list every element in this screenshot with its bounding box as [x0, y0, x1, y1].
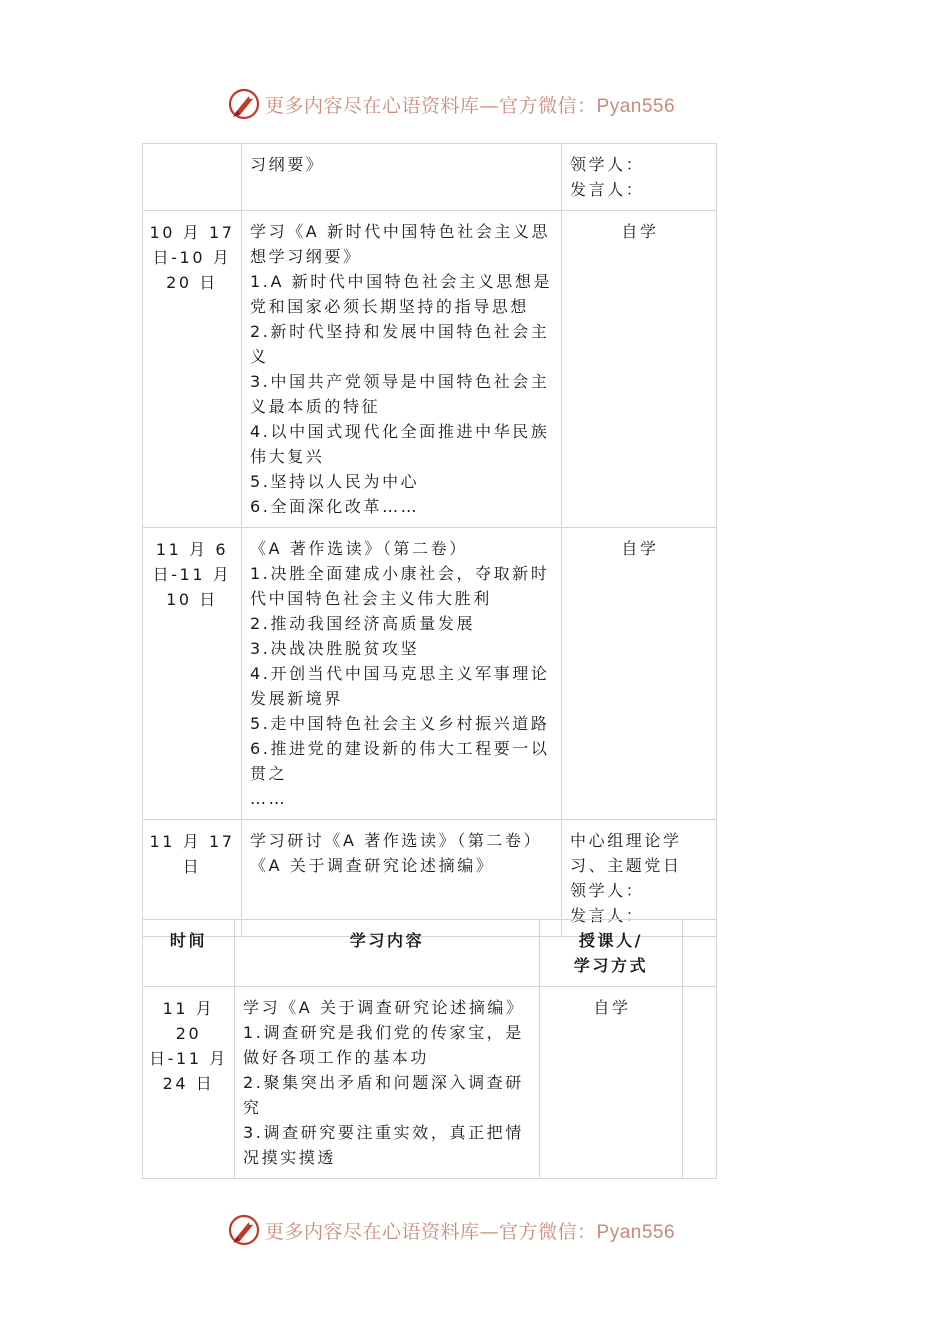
text-line: 发言人： — [570, 180, 645, 199]
text-line: 《A 关于调查研究论述摘编》 — [250, 856, 495, 875]
text-line: 自学 — [593, 998, 631, 1017]
text-line: 5.走中国特色社会主义乡村振兴道路 — [250, 714, 550, 733]
text-line: 日-11 月 — [152, 565, 232, 584]
text-line: 11 月 6 — [155, 540, 229, 559]
text-line: 日 — [182, 857, 202, 876]
banner-text: 更多内容尽在心语资料库—官方微信：Pyan556 — [265, 94, 676, 117]
text-line: 24 日 — [162, 1074, 215, 1093]
content-cell — [242, 144, 562, 211]
text-line: 党和国家必须长期坚持的指导思想 — [250, 297, 530, 316]
text-line: 做好各项工作的基本功 — [243, 1048, 430, 1067]
text-line: 4.开创当代中国马克思主义军事理论 — [250, 664, 550, 683]
text-line: 究 — [243, 1098, 262, 1117]
text-line: 1.调查研究是我们党的传家宝，是 — [243, 1023, 524, 1042]
text-line: 发展新境界 — [250, 689, 344, 708]
text-line: 贯之 — [250, 764, 288, 783]
content-cell — [235, 987, 540, 1179]
text-line: 中心组理论学 — [570, 831, 682, 850]
text-line: 10 日 — [166, 590, 218, 609]
table-row — [143, 987, 717, 1179]
text-line: 3.中国共产党领导是中国特色社会主 — [250, 372, 550, 391]
text-line: 自学 — [621, 222, 659, 241]
text-line: 1.A 新时代中国特色社会主义思想是 — [250, 272, 553, 291]
watermark-banner-top — [227, 84, 675, 124]
text-line: 6.全面深化改革…… — [250, 497, 420, 516]
text-line: 2.推动我国经济高质量发展 — [250, 614, 476, 633]
text-line: 学习《A 新时代中国特色社会主义思 — [250, 222, 551, 241]
table-row — [143, 211, 717, 528]
text-line: 义最本质的特征 — [250, 397, 381, 416]
text-line: 日-10 月 — [152, 248, 232, 267]
empty-cell — [683, 920, 717, 987]
method-cell — [562, 528, 717, 820]
text-line: 领学人： — [570, 881, 645, 900]
time-cell — [143, 987, 235, 1179]
text-line: 6.推进党的建设新的伟大工程要一以 — [250, 739, 550, 758]
banner-text: 更多内容尽在心语资料库—官方微信：Pyan556 — [265, 1220, 676, 1243]
text-line: 11 月 17 — [149, 832, 235, 851]
text-line: 3.决战决胜脱贫攻坚 — [250, 639, 420, 658]
content-cell — [242, 211, 562, 528]
time-cell — [143, 144, 242, 211]
text-line: 想学习纲要》 — [250, 247, 362, 266]
text-line: 学习《A 关于调查研究论述摘编》 — [243, 998, 525, 1017]
text-line: 2.新时代坚持和发展中国特色社会主 — [250, 322, 550, 341]
schedule-table-lower — [142, 919, 717, 1179]
time-cell — [143, 528, 242, 820]
content-cell — [242, 528, 562, 820]
header-method-line2: 学习方式 — [573, 956, 649, 975]
text-line: 《A 著作选读》（第二卷） — [250, 539, 468, 558]
method-cell — [562, 211, 717, 528]
schedule-table-upper — [142, 143, 717, 937]
text-line: 3.调查研究要注重实效，真正把情 — [243, 1123, 524, 1142]
text-line: 1.决胜全面建成小康社会，夺取新时 — [250, 564, 550, 583]
text-line: 义 — [250, 347, 269, 366]
table-header-row — [143, 920, 717, 987]
text-line: 发言人： — [570, 906, 645, 925]
text-line: 2.聚集突出矛盾和问题深入调查研 — [243, 1073, 524, 1092]
text-line: 习纲要》 — [250, 155, 325, 174]
pen-logo-icon — [227, 87, 261, 121]
text-line: 学习研讨《A 著作选读》（第二卷） — [250, 831, 543, 850]
text-line: …… — [250, 789, 288, 808]
text-line: 4.以中国式现代化全面推进中华民族 — [250, 422, 550, 441]
text-line: 日-11 月 — [149, 1049, 228, 1068]
header-method-line1: 授课人/ — [578, 931, 644, 950]
watermark-banner-bottom — [227, 1210, 675, 1250]
text-line: 10 月 17 — [149, 223, 235, 242]
text-line: 代中国特色社会主义伟大胜利 — [250, 589, 492, 608]
text-line: 20 日 — [166, 273, 218, 292]
text-line: 习、主题党日 — [570, 856, 682, 875]
time-cell — [143, 211, 242, 528]
text-line: 领学人： — [570, 155, 645, 174]
text-line: 11 月 20 — [162, 999, 215, 1043]
header-content: 学习内容 — [235, 920, 540, 987]
text-line: 况摸实摸透 — [243, 1148, 337, 1167]
method-cell — [540, 987, 683, 1179]
pen-logo-icon — [227, 1213, 261, 1247]
header-time: 时间 — [143, 920, 235, 987]
text-line: 自学 — [621, 539, 659, 558]
wechat-id: Pyan556 — [596, 95, 676, 117]
text-line: 伟大复兴 — [250, 447, 325, 466]
table-row — [143, 528, 717, 820]
method-cell — [562, 144, 717, 211]
wechat-id: Pyan556 — [596, 1221, 676, 1243]
table-row — [143, 144, 717, 211]
text-line: 5.坚持以人民为中心 — [250, 472, 420, 491]
header-method — [540, 920, 683, 987]
empty-cell — [683, 987, 717, 1179]
